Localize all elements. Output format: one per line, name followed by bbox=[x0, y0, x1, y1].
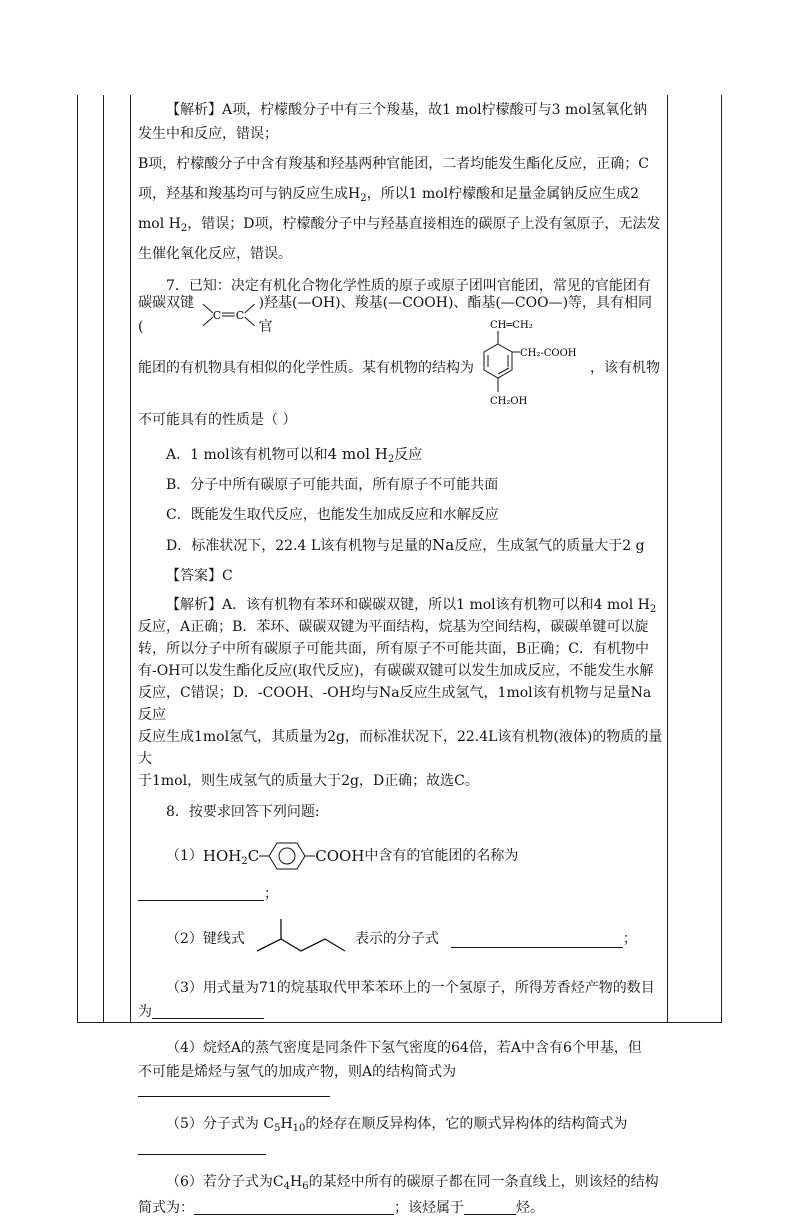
q7-stem-line2: 碳碳双键( C C )羟基(—OH)、羧基(—COOH)、酯基(—COO—)等，具有相同官 bbox=[138, 295, 653, 335]
q8-sub5-line2 bbox=[138, 1136, 663, 1160]
q7-analysis-line6: 反应生成1mol氢气，其质量为2g，而标准状况下，22.4L该有机物(液体)的物质的量大 bbox=[138, 729, 663, 767]
blank-7[interactable] bbox=[464, 1198, 516, 1215]
blank-5[interactable] bbox=[138, 1138, 266, 1155]
q7-answer: 【答案】C bbox=[166, 568, 233, 584]
double-bond-c-left: C bbox=[212, 308, 222, 322]
q7-analysis-line1: 【解析】A．该有机物有苯环和碳碳双键，所以1 mol该有机物可以和4 mol $H_2$ bbox=[166, 597, 657, 615]
q8-sub2: （2）键线式 表示的分子式 ； bbox=[138, 916, 663, 962]
skeletal-formula bbox=[253, 917, 353, 961]
q8-sub6-line1: （6）若分子式为$C_4H_6$的某烃中所有的碳原子都在同一条直线上，则该烃的结构 bbox=[166, 1174, 659, 1192]
q7-analysis-line5: 反应，C错误；D．-COOH、-OH均与Na反应生成氢气，1mol该有机物与足量Na反应 bbox=[138, 685, 652, 723]
q7-analysis-line4: 有-OH可以发生酯化反应(取代反应)，有碳碳双键可以发生加成反应，不能发生水解 bbox=[138, 663, 654, 679]
q7-option-d: D．标准状况下，22.4 L该有机物与足量的Na反应，生成氢气的质量大于2 g bbox=[166, 536, 645, 554]
q7-stem-line3: 能团的有机物具有相似的化学性质。某有机物的结构为 CH═CH₂ CH₂-COOH CH₂OH ，该有机物 bbox=[138, 330, 663, 408]
q7-analysis bbox=[138, 594, 663, 792]
q6-analysis-line6: 生催化氧化反应，错误。 bbox=[138, 246, 292, 262]
q8-title: 8．按要求回答下列问题: bbox=[166, 804, 320, 820]
benzene-ring-icon bbox=[259, 840, 315, 872]
content-cell bbox=[138, 98, 663, 1220]
q8-sub3-line1: （3）用式量为71的烷基取代甲苯苯环上的一个氢原子，所得芳香烃产物的数目 bbox=[166, 980, 655, 996]
s1-left-group: $HOH_2C$ bbox=[202, 847, 260, 867]
struct-vinyl-label: CH═CH₂ bbox=[490, 320, 533, 331]
q8-sub1-answer: ； bbox=[138, 882, 663, 906]
column-divider-3 bbox=[667, 95, 668, 1022]
column-divider-2 bbox=[130, 95, 131, 1022]
q6-analysis-line1: 【解析】A项，柠檬酸分子中有三个羧基，故1 mol柠檬酸可与3 mol氢氧化钠 bbox=[166, 102, 648, 118]
q8-sub4-line1: （4）烷烃A的蒸气密度是同条件下氢气密度的64倍，若A中含有6个甲基，但 bbox=[166, 1040, 642, 1056]
q8-sub5-line1: （5）分子式为 $C_5H_{10}$的烃存在顺反异构体，它的顺式异构体的结构简式为 bbox=[166, 1116, 628, 1134]
q7-option-b: B．分子中所有碳原子可能共面，所有原子不可能共面 bbox=[166, 477, 499, 493]
q8-sub6-line2: 简式为： ；该烃属于 烃。 bbox=[138, 1200, 544, 1216]
q7-analysis-line3: 转，所以分子中所有碳原子可能共面，所有原子不可能共面，B正确；C．有机物中 bbox=[138, 641, 649, 657]
blank-3[interactable] bbox=[152, 1002, 264, 1019]
q8-sub3-line2: 为 bbox=[138, 1000, 663, 1024]
blank-2[interactable] bbox=[451, 931, 623, 948]
q7-option-a: A．1 mol该有机物可以和4 mol $H_2$反应 bbox=[166, 445, 423, 465]
struct-carboxyl-label: CH₂-COOH bbox=[520, 348, 577, 359]
q7-stem-line1: 7．已知：决定有机化合物化学性质的原子或原子团叫官能团，常见的官能团有 bbox=[166, 278, 651, 294]
blank-4[interactable] bbox=[138, 1080, 330, 1097]
struct-hydroxymethyl-label: CH₂OH bbox=[490, 396, 528, 407]
q6-analysis-line5: mol $H_2$，错误；D项，柠檬酸分子中与羟基直接相连的碳原子上没有氢原子，无法发 bbox=[138, 216, 661, 234]
blank-6[interactable] bbox=[194, 1198, 394, 1215]
q8-sub4-line2: 不可能是烯烃与氢气的加成产物，则A的结构简式为 bbox=[138, 1064, 457, 1080]
molecule-structure bbox=[480, 316, 600, 416]
q7-option-c: C．既能发生取代反应，也能发生加成反应和水解反应 bbox=[166, 507, 499, 523]
double-bond-c-right: C bbox=[235, 308, 245, 322]
q7-analysis-line2: 反应，A正确；B．苯环、碳碳双键为平面结构，烷基为空间结构，碳碳单键可以旋 bbox=[138, 619, 649, 635]
q8-sub1: （1） $HOH_2C$ COOH 中含有的官能团的名称为 bbox=[138, 838, 663, 874]
q6-analysis-line4: 项，羟基和羧基均可与钠反应生成$H_2$，所以1 mol柠檬酸和足量金属钠反应生成2 bbox=[138, 186, 640, 204]
q7-analysis-line7: 于1mol，则生成氢气的质量大于2g，D正确；故选C。 bbox=[138, 773, 479, 789]
column-divider-1 bbox=[103, 95, 104, 1022]
blank-1[interactable] bbox=[138, 884, 264, 901]
q6-analysis-line2: 发生中和反应，错误； bbox=[138, 126, 278, 142]
double-bond-structure bbox=[199, 300, 259, 330]
q6-analysis-line3: B项，柠檬酸分子中含有羧基和羟基两种官能团，二者均能发生酯化反应，正确；C bbox=[138, 156, 649, 172]
q7-stem-line4: 不可能具有的性质是（ ） bbox=[138, 412, 297, 428]
